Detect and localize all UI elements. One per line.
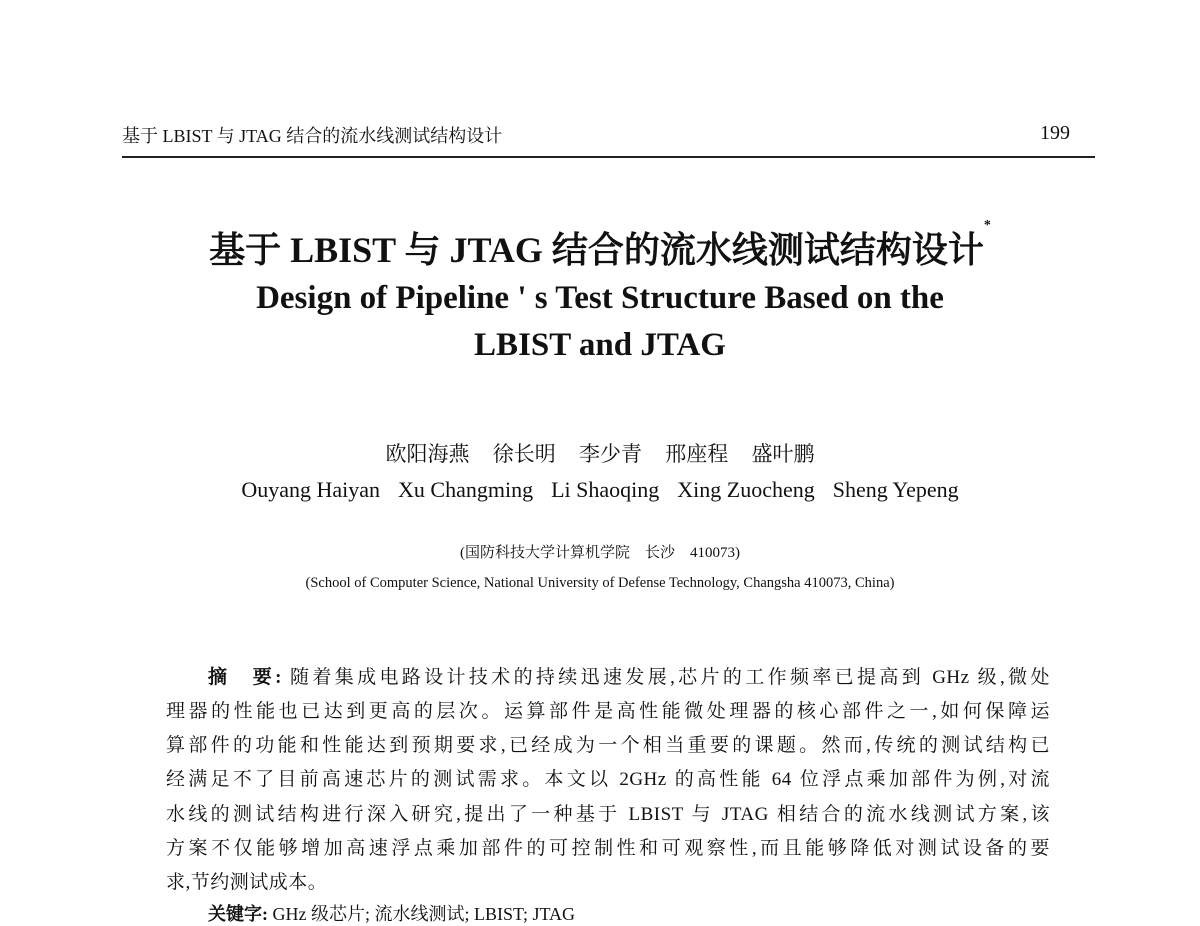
affiliation-chinese: (国防科技大学计算机学院 长沙 410073) bbox=[460, 545, 740, 561]
author-en: Xing Zuocheng bbox=[677, 477, 815, 502]
author-en: Sheng Yepeng bbox=[832, 477, 959, 502]
author-en: Xu Changming bbox=[398, 477, 534, 502]
title-chinese bbox=[0, 218, 1200, 273]
author-en: Ouyang Haiyan bbox=[241, 477, 381, 502]
keywords bbox=[208, 900, 575, 926]
abstract-text: 随着集成电路设计技术的持续迅速发展,芯片的工作频率已提高到 GHz 级,微处 bbox=[290, 667, 1050, 688]
page-number: 199 bbox=[1040, 122, 1070, 144]
author-cn: 盛叶鹏 bbox=[751, 442, 815, 466]
author-cn: 徐长明 bbox=[492, 442, 556, 466]
abstract-line: 算部件的功能和性能达到预期要求,已经成为一个相当重要的课题。然而,传统的测试结构已 bbox=[166, 735, 1050, 756]
header-rule bbox=[122, 156, 1095, 158]
author-cn: 李少青 bbox=[579, 442, 642, 466]
affiliation-english: (School of Computer Science, National University of Defense Technology, Changsha 410073, China) bbox=[305, 575, 895, 591]
abstract-line: 水线的测试结构进行深入研究,提出了一种基于 LBIST 与 JTAG 相结合的流水线测试方案,该 bbox=[166, 804, 1050, 825]
abstract-line: 方案不仅能够增加高速浮点乘加部件的可控制性和可观察性,而且能够降低对测试设备的要 bbox=[166, 838, 1050, 859]
authors-chinese bbox=[0, 438, 1200, 468]
keywords-text: GHz 级芯片; 流水线测试; LBIST; JTAG bbox=[272, 904, 576, 924]
authors-english bbox=[0, 477, 1200, 503]
abstract-label: 摘 要: bbox=[208, 667, 282, 688]
author-cn: 邢座程 bbox=[665, 442, 729, 466]
title-footnote-mark: * bbox=[983, 218, 991, 233]
author-cn: 欧阳海燕 bbox=[385, 442, 470, 466]
running-header-title: 基于 LBIST 与 JTAG 结合的流水线测试结构设计 bbox=[122, 126, 503, 146]
abstract-line: 经满足不了目前高速芯片的测试需求。本文以 2GHz 的高性能 64 位浮点乘加部件为例,对流 bbox=[166, 769, 1050, 790]
keywords-label: 关键字: bbox=[208, 904, 268, 924]
title-english-line2: LBIST and JTAG bbox=[474, 327, 726, 363]
author-en: Li Shaoqing bbox=[551, 477, 660, 502]
title-english-line1: Design of Pipeline ' s Test Structure Based on the bbox=[256, 280, 944, 316]
abstract-line: 理器的性能也已达到更高的层次。运算部件是高性能微处理器的核心部件之一,如何保障运 bbox=[166, 701, 1050, 722]
abstract-line: 求,节约测试成本。 bbox=[166, 872, 328, 893]
title-chinese-text: 基于 LBIST 与 JTAG 结合的流水线测试结构设计 bbox=[209, 230, 984, 270]
abstract-line bbox=[208, 662, 1050, 689]
